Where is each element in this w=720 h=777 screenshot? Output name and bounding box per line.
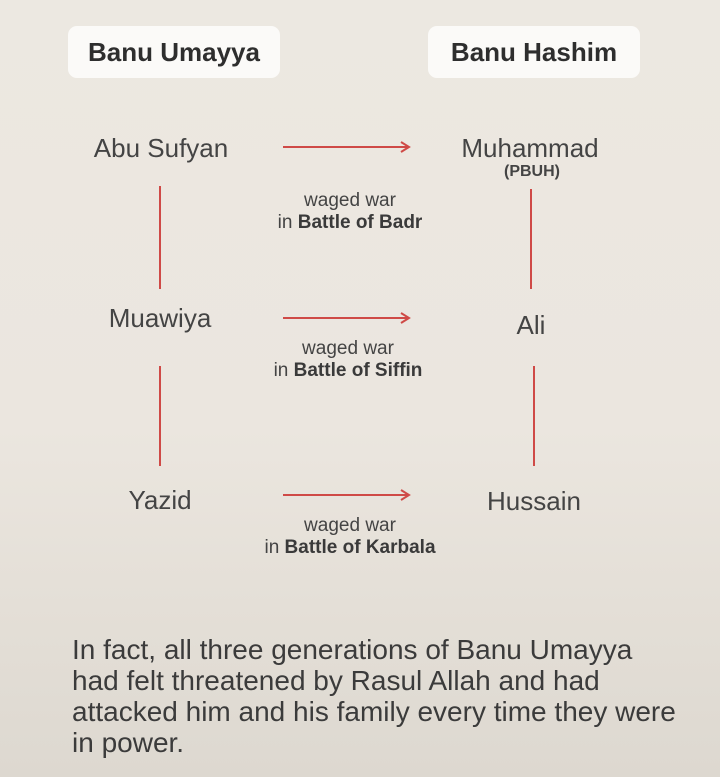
left-connector-top [159, 186, 161, 289]
battle-badr: Battle of Badr [297, 212, 423, 233]
caption-karbala [264, 515, 435, 559]
conclusion-text: In fact, all three generations of Banu Umayya had felt threatened by Rasul Allah and had attacked him and his family every time they were in power. [72, 634, 676, 758]
ali-label: Ali [516, 310, 546, 340]
caption-siffin-line2 [274, 360, 423, 382]
abu-sufyan-label: Abu Sufyan [93, 133, 229, 163]
banu-hashim-header [428, 26, 640, 78]
right-connector-bottom [533, 366, 535, 466]
caption-badr-line2 [278, 212, 423, 234]
hussain-label: Hussain [487, 486, 581, 516]
arrow-badr [283, 140, 413, 154]
battle-karbala: Battle of Karbala [284, 537, 436, 558]
muawiya-label: Muawiya [108, 303, 212, 333]
caption-siffin-line1: waged war [302, 338, 394, 359]
yazid-label: Yazid [128, 485, 192, 515]
left-connector-bottom [159, 366, 161, 466]
caption-badr-line1: waged war [304, 190, 396, 211]
caption-badr [278, 190, 423, 234]
caption-badr-in: in [277, 212, 293, 233]
caption-siffin [274, 338, 423, 382]
muhammad-label: Muhammad [461, 133, 599, 163]
banu-umayya-header-label: Banu Umayya [88, 36, 260, 67]
battle-siffin: Battle of Siffin [293, 360, 423, 381]
banu-umayya-header [68, 26, 280, 78]
caption-karbala-line2 [264, 537, 435, 559]
right-connector-top [530, 189, 532, 289]
pbuh-label: (PBUH) [504, 163, 560, 180]
arrow-siffin [283, 311, 413, 325]
caption-siffin-in: in [273, 360, 289, 381]
caption-karbala-in: in [264, 537, 280, 558]
arrow-karbala [283, 488, 413, 502]
banu-hashim-header-label: Banu Hashim [450, 36, 618, 67]
caption-karbala-line1: waged war [304, 515, 396, 536]
